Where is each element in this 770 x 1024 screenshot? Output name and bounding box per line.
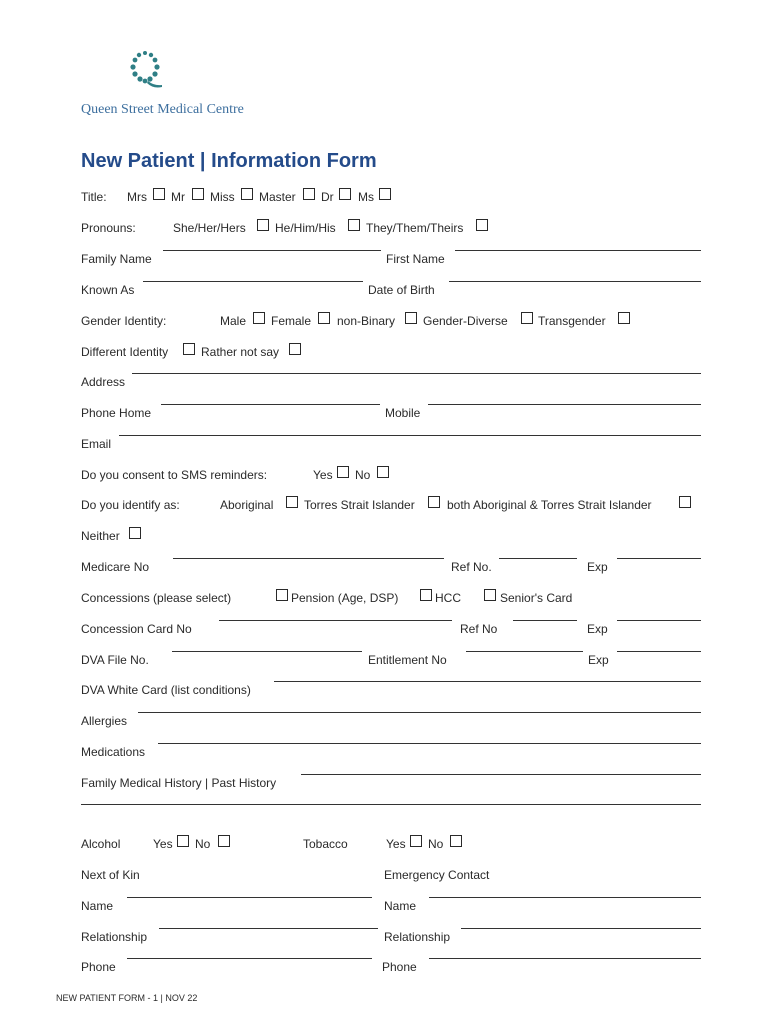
pronoun-she-checkbox[interactable] <box>257 219 269 231</box>
title-dr-checkbox[interactable] <box>339 188 351 200</box>
medications-field[interactable] <box>158 743 701 744</box>
gender-rather-not: Rather not say <box>201 345 280 359</box>
gender-nonbinary-checkbox[interactable] <box>405 312 417 324</box>
alcohol-no: No <box>195 837 211 851</box>
phone-home-field[interactable] <box>161 404 380 405</box>
dva-entitlement-field[interactable] <box>466 651 583 652</box>
title-option-miss: Miss <box>210 190 235 204</box>
medicare-field[interactable] <box>173 558 444 559</box>
medications-row <box>81 743 701 761</box>
identify-row <box>81 496 701 514</box>
emergency-name-field[interactable] <box>429 897 701 898</box>
next-of-kin-heading: Next of Kin <box>81 868 140 882</box>
pronoun-they: They/Them/Theirs <box>366 221 464 235</box>
concession-pension-checkbox[interactable] <box>276 589 288 601</box>
kin-phone-field[interactable] <box>127 958 372 959</box>
address-row <box>81 373 701 391</box>
sms-row <box>81 466 701 484</box>
pronouns-label: Pronouns: <box>81 221 136 235</box>
kin-phone-label: Phone <box>81 960 116 974</box>
concession-card-row <box>81 620 701 638</box>
gender-label: Gender Identity: <box>81 314 167 328</box>
medicare-exp-field[interactable] <box>617 558 701 559</box>
alcohol-tobacco-row <box>81 835 701 853</box>
clinic-name: Queen Street Medical Centre <box>81 102 244 117</box>
allergies-row <box>81 712 701 730</box>
medicare-ref-label: Ref No. <box>451 560 492 574</box>
first-name-field[interactable] <box>455 250 701 251</box>
known-as-row <box>81 281 701 299</box>
identify-label: Do you identify as: <box>81 498 180 512</box>
neither-row <box>81 527 701 545</box>
emergency-relationship-field[interactable] <box>461 928 701 929</box>
email-field[interactable] <box>119 435 701 436</box>
contacts-relationship-row <box>81 928 701 946</box>
medicare-exp-label: Exp <box>587 560 608 574</box>
gender-female-checkbox[interactable] <box>318 312 330 324</box>
pronoun-he-checkbox[interactable] <box>348 219 360 231</box>
kin-relationship-label: Relationship <box>81 930 148 944</box>
gender-different: Different Identity <box>81 345 169 359</box>
identify-neither: Neither <box>81 529 120 543</box>
tobacco-no: No <box>428 837 444 851</box>
mobile-label: Mobile <box>385 406 421 420</box>
concession-hcc-checkbox[interactable] <box>420 589 432 601</box>
medicare-ref-field[interactable] <box>499 558 577 559</box>
gender-row <box>81 312 701 330</box>
title-option-master: Master <box>259 190 296 204</box>
concession-card-label: Concession Card No <box>81 622 192 636</box>
gender-diverse: Gender-Diverse <box>423 314 508 328</box>
gender-diverse-checkbox[interactable] <box>521 312 533 324</box>
known-as-label: Known As <box>81 283 135 297</box>
concessions-row <box>81 589 701 607</box>
alcohol-yes: Yes <box>153 837 173 851</box>
title-label: Title: <box>81 190 107 204</box>
family-history-row-2 <box>81 804 701 822</box>
family-history-row <box>81 774 701 792</box>
title-option-ms: Ms <box>358 190 374 204</box>
gender-female: Female <box>271 314 312 328</box>
dob-label: Date of Birth <box>368 283 435 297</box>
identify-neither-checkbox[interactable] <box>129 527 141 539</box>
allergies-label: Allergies <box>81 714 128 728</box>
dva-white-field[interactable] <box>274 681 701 682</box>
title-miss-checkbox[interactable] <box>241 188 253 200</box>
phone-home-label: Phone Home <box>81 406 152 420</box>
dva-white-row <box>81 681 701 699</box>
pronouns-row <box>81 219 701 237</box>
gender-rather-not-checkbox[interactable] <box>289 343 301 355</box>
title-row <box>81 188 701 206</box>
tobacco-no-checkbox[interactable] <box>450 835 462 847</box>
allergies-field[interactable] <box>138 712 701 713</box>
email-label: Email <box>81 437 112 451</box>
dva-white-label: DVA White Card (list conditions) <box>81 683 251 697</box>
concessions-label: Concessions (please select) <box>81 591 232 605</box>
gender-transgender-checkbox[interactable] <box>618 312 630 324</box>
first-name-label: First Name <box>386 252 445 266</box>
medicare-row <box>81 558 701 576</box>
emergency-name-label: Name <box>384 899 417 913</box>
title-mr-checkbox[interactable] <box>192 188 204 200</box>
concession-exp-label: Exp <box>587 622 608 636</box>
family-history-label: Family Medical History | Past History <box>81 776 277 790</box>
concession-ref-field[interactable] <box>513 620 577 621</box>
sms-yes-checkbox[interactable] <box>337 466 349 478</box>
kin-name-field[interactable] <box>127 897 372 898</box>
gender-row-2 <box>81 343 701 361</box>
concession-ref-label: Ref No <box>460 622 498 636</box>
dob-field[interactable] <box>449 281 701 282</box>
family-name-row <box>81 250 701 268</box>
title-ms-checkbox[interactable] <box>379 188 391 200</box>
known-as-field[interactable] <box>143 281 363 282</box>
emergency-phone-field[interactable] <box>429 958 701 959</box>
contacts-phone-row <box>81 958 701 976</box>
contacts-heading-row <box>81 866 701 884</box>
tobacco-label: Tobacco <box>303 837 348 851</box>
family-name-label: Family Name <box>81 252 152 266</box>
identify-both-checkbox[interactable] <box>679 496 691 508</box>
medicare-label: Medicare No <box>81 560 150 574</box>
concession-hcc: HCC <box>435 591 461 605</box>
identify-torres: Torres Strait Islander <box>304 498 415 512</box>
emergency-phone-label: Phone <box>382 960 417 974</box>
dva-exp-label: Exp <box>588 653 609 667</box>
form-title: New Patient | Information Form <box>81 150 377 172</box>
title-option-mr: Mr <box>171 190 185 204</box>
sms-yes: Yes <box>313 468 333 482</box>
concession-seniors-checkbox[interactable] <box>484 589 496 601</box>
concession-card-field[interactable] <box>219 620 452 621</box>
title-option-mrs: Mrs <box>127 190 147 204</box>
concession-seniors: Senior's Card <box>500 591 573 605</box>
pronoun-they-checkbox[interactable] <box>476 219 488 231</box>
dva-row <box>81 651 701 669</box>
dva-exp-field[interactable] <box>617 651 701 652</box>
dva-entitlement-label: Entitlement No <box>368 653 447 667</box>
page-footer: NEW PATIENT FORM - 1 | NOV 22 <box>56 993 198 1003</box>
emergency-heading: Emergency Contact <box>384 868 490 882</box>
contacts-name-row <box>81 897 701 915</box>
title-mrs-checkbox[interactable] <box>153 188 165 200</box>
tobacco-yes: Yes <box>386 837 406 851</box>
gender-male-checkbox[interactable] <box>253 312 265 324</box>
phone-row <box>81 404 701 422</box>
medications-label: Medications <box>81 745 146 759</box>
tobacco-yes-checkbox[interactable] <box>410 835 422 847</box>
sms-no-checkbox[interactable] <box>377 466 389 478</box>
family-history-field[interactable] <box>301 774 701 775</box>
family-history-field-2[interactable] <box>81 804 701 805</box>
gender-male: Male <box>220 314 247 328</box>
alcohol-label: Alcohol <box>81 837 121 851</box>
family-name-field[interactable] <box>163 250 381 251</box>
identify-both: both Aboriginal & Torres Strait Islander <box>447 498 652 512</box>
sms-no: No <box>355 468 371 482</box>
gender-nonbinary: non-Binary <box>337 314 396 328</box>
sms-label: Do you consent to SMS reminders: <box>81 468 268 482</box>
pronoun-he: He/Him/His <box>275 221 336 235</box>
identify-aboriginal-checkbox[interactable] <box>286 496 298 508</box>
concession-pension: Pension (Age, DSP) <box>291 591 399 605</box>
identify-aboriginal: Aboriginal <box>220 498 274 512</box>
title-master-checkbox[interactable] <box>303 188 315 200</box>
identify-torres-checkbox[interactable] <box>428 496 440 508</box>
kin-name-label: Name <box>81 899 114 913</box>
alcohol-yes-checkbox[interactable] <box>177 835 189 847</box>
concession-exp-field[interactable] <box>617 620 701 621</box>
pronoun-she: She/Her/Hers <box>173 221 246 235</box>
gender-transgender: Transgender <box>538 314 606 328</box>
email-row <box>81 435 701 453</box>
gender-different-checkbox[interactable] <box>183 343 195 355</box>
dva-field[interactable] <box>172 651 362 652</box>
dva-label: DVA File No. <box>81 653 149 667</box>
title-option-dr: Dr <box>321 190 334 204</box>
mobile-field[interactable] <box>428 404 701 405</box>
alcohol-no-checkbox[interactable] <box>218 835 230 847</box>
address-label: Address <box>81 375 126 389</box>
kin-relationship-field[interactable] <box>159 928 378 929</box>
emergency-relationship-label: Relationship <box>384 930 451 944</box>
clinic-logo <box>128 50 164 90</box>
address-field[interactable] <box>132 373 701 374</box>
